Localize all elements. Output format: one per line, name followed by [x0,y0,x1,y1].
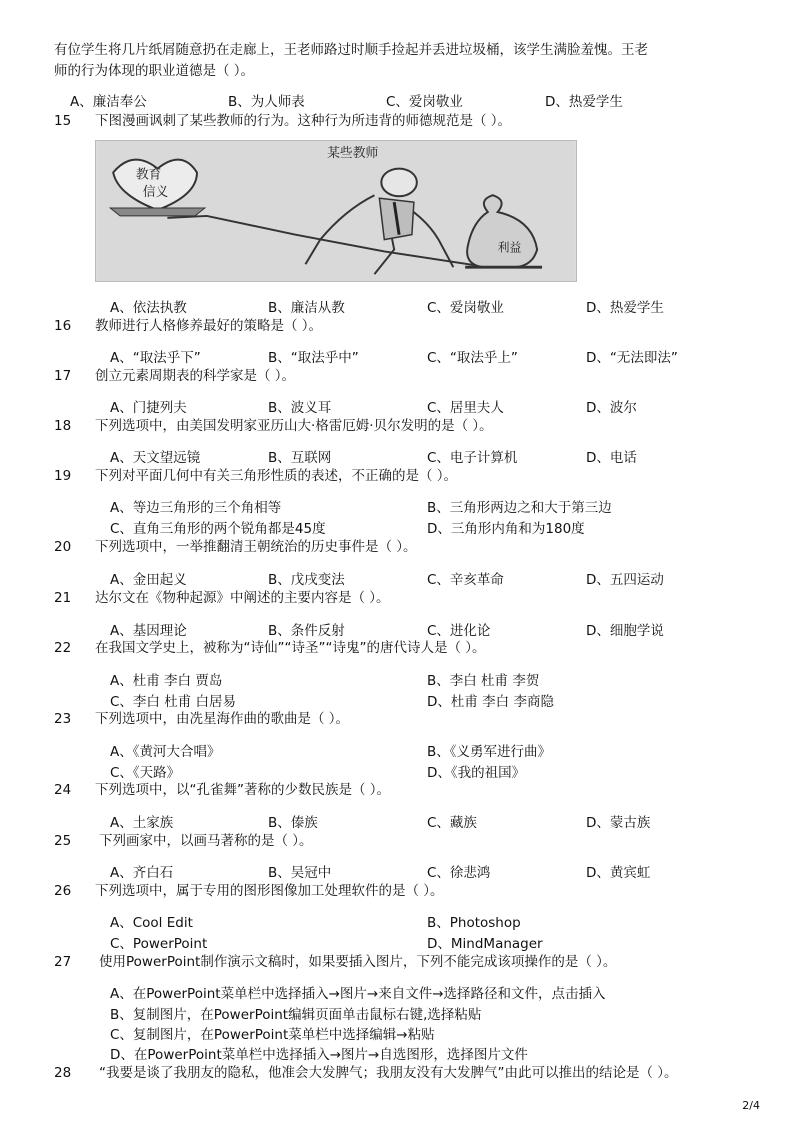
question-stem: 下图漫画讽刺了某些教师的行为。这种行为所违背的师德规范是（ ）。 [95,113,512,129]
question-number: 20 [54,539,72,555]
question-number: 26 [54,883,72,899]
option-c: C、爱岗敬业 [386,94,463,110]
cartoon-image [95,140,577,282]
option-b: B、条件反射 [268,623,345,639]
option-b: B、“取法乎中” [268,350,359,366]
question-number: 25 [54,833,72,849]
question-stem: 下列选项中，一举推翻清王朝统治的历史事件是（ ）。 [95,539,417,555]
option-d: D、“无法即法” [586,350,678,366]
option-b: B、戊戌变法 [268,572,345,588]
question-stem: “我要是谈了我朋友的隐私，他准会大发脾气；我朋友没有大发脾气”由此可以推出的结论是（ ）。 [99,1065,678,1081]
cartoon-left-label-2: 信义 [142,185,169,201]
option-a: A、门捷列夫 [110,400,187,416]
option-d: D、电话 [586,450,637,466]
question-number: 16 [54,318,72,334]
option-d: D、细胞学说 [586,623,664,639]
option-a: A、基因理论 [110,623,187,639]
question-number: 17 [54,368,72,384]
option-b: B、为人师表 [228,94,305,110]
question-number: 28 [54,1065,72,1081]
option-d: D、蒙古族 [586,815,651,831]
question-number: 15 [54,113,72,129]
cartoon-title: 某些教师 [327,145,379,161]
option-d: D、杜甫 李白 李商隐 [427,694,554,710]
question-stem: 下列画家中，以画马著称的是（ ）。 [99,833,313,849]
option-a: A、Cool Edit [110,915,193,931]
cartoon-left-label-1: 教育 [135,167,162,183]
option-a: A、“取法乎下” [110,350,201,366]
question-stem: 在我国文学史上，被称为“诗仙”“诗圣”“诗鬼”的唐代诗人是（ ）。 [95,640,486,656]
question-stem: 教师进行人格修养最好的策略是（ ）。 [95,318,323,334]
question-number: 23 [54,711,72,727]
option-c: C、复制图片，在PowerPoint菜单栏中选择编辑→粘贴 [110,1027,435,1043]
question-stem: 达尔文在《物种起源》中阐述的主要内容是（ ）。 [95,590,390,606]
option-d: D、在PowerPoint菜单栏中选择插入→图片→自选图形，选择图片文件 [110,1047,528,1063]
option-d: D、三角形内角和为180度 [427,521,585,537]
option-d: D、热爱学生 [586,300,664,316]
option-c: C、李白 杜甫 白居易 [110,694,237,710]
option-c: C、徐悲鸿 [427,865,491,881]
option-b: B、波义耳 [268,400,332,416]
option-d: D、热爱学生 [545,94,623,110]
option-c: C、藏族 [427,815,477,831]
option-c: C、《天路》 [110,765,181,781]
option-c: C、居里夫人 [427,400,504,416]
option-b: B、复制图片，在PowerPoint编辑页面单击鼠标右键,选择粘贴 [110,1007,482,1023]
option-a: A、廉洁奉公 [70,94,147,110]
option-d: D、五四运动 [586,572,664,588]
question-stem: 下列选项中，由美国发明家亚历山大·格雷厄姆·贝尔发明的是（ ）。 [95,418,493,434]
option-b: B、《义勇军进行曲》 [427,744,552,760]
option-a: A、土家族 [110,815,174,831]
option-b: B、李白 杜甫 李贺 [427,673,540,689]
option-b: B、廉洁从教 [268,300,345,316]
option-a: A、《黄河大合唱》 [110,744,221,760]
question-stem-line: 师的行为体现的职业道德是（ ）。 [54,63,255,79]
option-b: B、三角形两边之和大于第三边 [427,500,612,516]
question-stem: 创立元素周期表的科学家是（ ）。 [95,368,296,384]
option-a: A、天文望远镜 [110,450,201,466]
question-stem: 使用PowerPoint制作演示文稿时，如果要插入图片，下列不能完成该项操作的是（ ）。 [99,954,617,970]
option-a: A、金田起义 [110,572,187,588]
option-c: C、电子计算机 [427,450,518,466]
option-c: C、爱岗敬业 [427,300,504,316]
option-c: C、“取法乎上” [427,350,518,366]
question-number: 27 [54,954,72,970]
option-b: B、吴冠中 [268,865,332,881]
option-c: C、进化论 [427,623,491,639]
option-a: A、等边三角形的三个角相等 [110,500,282,516]
cartoon-right-label: 利益 [497,240,522,255]
option-a: A、齐白石 [110,865,174,881]
question-number: 24 [54,782,72,798]
question-stem-line: 有位学生将几片纸屑随意扔在走廊上，王老师路过时顺手捡起并丢进垃圾桶，该学生满脸羞愧。王老 [54,42,648,58]
option-d: D、MindManager [427,936,543,952]
option-a: A、依法执教 [110,300,187,316]
option-c: C、辛亥革命 [427,572,504,588]
question-number: 22 [54,640,72,656]
option-d: D、黄宾虹 [586,865,651,881]
option-a: A、在PowerPoint菜单栏中选择插入→图片→来自文件→选择路径和文件，点击插入 [110,986,606,1002]
option-b: B、Photoshop [427,915,521,931]
question-stem: 下列选项中，以“孔雀舞”著称的少数民族是（ ）。 [95,782,391,798]
option-a: A、杜甫 李白 贾岛 [110,673,223,689]
question-number: 19 [54,468,72,484]
question-stem: 下列选项中，属于专用的图形图像加工处理软件的是（ ）。 [95,883,444,899]
option-d: D、波尔 [586,400,637,416]
question-number: 18 [54,418,72,434]
page-number: 2/4 [742,1099,760,1112]
option-c: C、直角三角形的两个锐角都是45度 [110,521,326,537]
option-d: D、《我的祖国》 [427,765,526,781]
option-b: B、互联网 [268,450,332,466]
option-c: C、PowerPoint [110,936,208,952]
question-number: 21 [54,590,72,606]
option-b: B、傣族 [268,815,318,831]
question-stem: 下列选项中，由冼星海作曲的歌曲是（ ）。 [95,711,350,727]
question-stem: 下列对平面几何中有关三角形性质的表述，不正确的是（ ）。 [95,468,458,484]
